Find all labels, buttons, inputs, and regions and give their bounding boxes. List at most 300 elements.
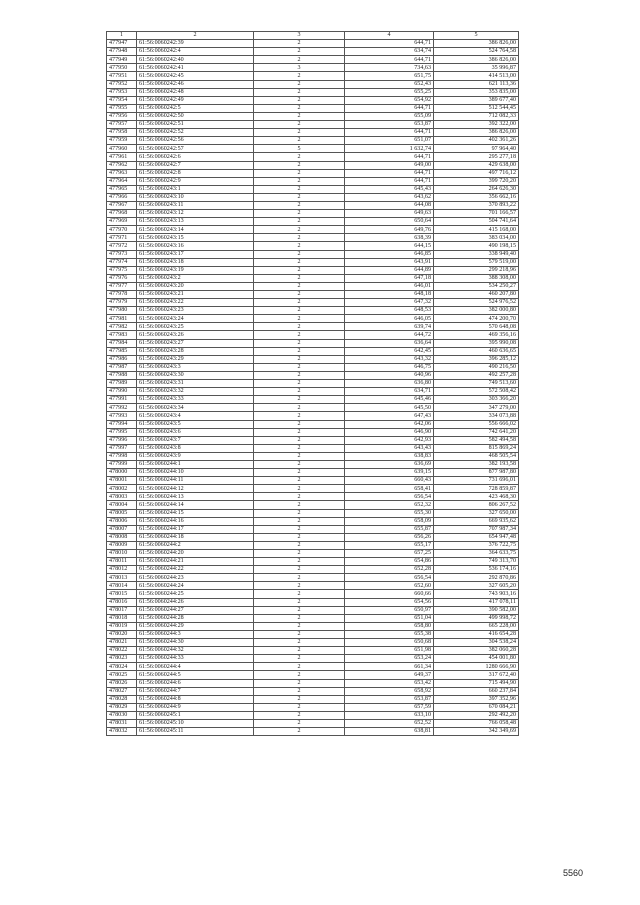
- cadastral-number-cell: 61:56:0060244:32: [137, 647, 254, 655]
- value-4-cell: 654,86: [345, 558, 434, 566]
- row-id-cell: 477972: [107, 242, 137, 250]
- value-4-cell: 636,69: [345, 460, 434, 468]
- value-5-cell: 1280 666,90: [434, 663, 519, 671]
- value-5-cell: 669 935,62: [434, 517, 519, 525]
- cadastral-number-cell: 61:56:0060242:40: [137, 56, 254, 64]
- row-id-cell: 477988: [107, 371, 137, 379]
- cadastral-number-cell: 61:56:0060244:27: [137, 606, 254, 614]
- value-5-cell: 303 366,20: [434, 396, 519, 404]
- cadastral-number-cell: 61:56:0060243:13: [137, 218, 254, 226]
- table-row: [107, 258, 519, 266]
- cadastral-number-cell: 61:56:0060244:2: [137, 541, 254, 549]
- row-id-cell: 477968: [107, 210, 137, 218]
- value-5-cell: 707 987,34: [434, 525, 519, 533]
- row-id-cell: 477974: [107, 258, 137, 266]
- value-4-cell: 658,92: [345, 687, 434, 695]
- row-id-cell: 477970: [107, 226, 137, 234]
- value-4-cell: 649,00: [345, 161, 434, 169]
- table-row: [107, 566, 519, 574]
- row-id-cell: 477971: [107, 234, 137, 242]
- cadastral-number-cell: 61:56:0060245:10: [137, 719, 254, 727]
- value-5-cell: 749 313,70: [434, 558, 519, 566]
- cadastral-number-cell: 61:56:0060244:10: [137, 469, 254, 477]
- value-5-cell: 490 198,15: [434, 242, 519, 250]
- value-4-cell: 636,64: [345, 339, 434, 347]
- table-row: [107, 550, 519, 558]
- table-row: [107, 598, 519, 606]
- cadastral-number-cell: 61:56:0060243:24: [137, 315, 254, 323]
- count-cell: 2: [254, 630, 345, 638]
- value-5-cell: 579 519,00: [434, 258, 519, 266]
- cadastral-number-cell: 61:56:0060242:46: [137, 80, 254, 88]
- value-4-cell: 644,71: [345, 177, 434, 185]
- table-row: [107, 380, 519, 388]
- table-row: [107, 104, 519, 112]
- value-4-cell: 655,17: [345, 541, 434, 549]
- value-4-cell: 657,59: [345, 703, 434, 711]
- row-id-cell: 478000: [107, 469, 137, 477]
- cadastral-number-cell: 61:56:0060244:23: [137, 574, 254, 582]
- cadastral-number-cell: 61:56:0060244:29: [137, 622, 254, 630]
- value-4-cell: 649,76: [345, 226, 434, 234]
- row-id-cell: 477997: [107, 444, 137, 452]
- table-row: [107, 307, 519, 315]
- value-4-cell: 644,15: [345, 242, 434, 250]
- value-5-cell: 490 216,50: [434, 363, 519, 371]
- table-row: [107, 145, 519, 153]
- value-4-cell: 638,83: [345, 452, 434, 460]
- table-row: [107, 485, 519, 493]
- value-4-cell: 650,64: [345, 218, 434, 226]
- count-cell: 2: [254, 177, 345, 185]
- value-5-cell: 382 000,80: [434, 307, 519, 315]
- value-4-cell: 643,91: [345, 258, 434, 266]
- cadastral-number-cell: 61:56:0060245:1: [137, 711, 254, 719]
- table-row: [107, 218, 519, 226]
- count-cell: 2: [254, 388, 345, 396]
- row-id-cell: 477954: [107, 96, 137, 104]
- cadastral-number-cell: 61:56:0060243:27: [137, 339, 254, 347]
- value-5-cell: 654 947,48: [434, 533, 519, 541]
- count-cell: 5: [254, 145, 345, 153]
- value-4-cell: 652,43: [345, 80, 434, 88]
- row-id-cell: 477987: [107, 363, 137, 371]
- row-id-cell: 477958: [107, 129, 137, 137]
- cadastral-number-cell: 61:56:0060244:28: [137, 614, 254, 622]
- value-4-cell: 658,09: [345, 517, 434, 525]
- table-row: [107, 226, 519, 234]
- value-5-cell: 417 078,11: [434, 598, 519, 606]
- count-cell: 2: [254, 671, 345, 679]
- cadastral-number-cell: 61:56:0060244:18: [137, 533, 254, 541]
- row-id-cell: 477963: [107, 169, 137, 177]
- table-row: [107, 72, 519, 80]
- value-5-cell: 670 084,21: [434, 703, 519, 711]
- count-cell: 2: [254, 218, 345, 226]
- row-id-cell: 477990: [107, 388, 137, 396]
- value-5-cell: 731 696,01: [434, 477, 519, 485]
- table-row: [107, 412, 519, 420]
- row-id-cell: 478015: [107, 590, 137, 598]
- value-4-cell: 651,98: [345, 647, 434, 655]
- table-row: [107, 501, 519, 509]
- value-4-cell: 655,09: [345, 112, 434, 120]
- column-header-2: 2: [137, 32, 254, 40]
- value-4-cell: 647,18: [345, 274, 434, 282]
- cadastral-number-cell: 61:56:0060243:22: [137, 299, 254, 307]
- value-5-cell: 492 257,28: [434, 371, 519, 379]
- value-4-cell: 644,71: [345, 104, 434, 112]
- table-row: [107, 299, 519, 307]
- count-cell: 2: [254, 566, 345, 574]
- cadastral-number-cell: 61:56:0060242:41: [137, 64, 254, 72]
- count-cell: 2: [254, 242, 345, 250]
- count-cell: 2: [254, 663, 345, 671]
- count-cell: 2: [254, 323, 345, 331]
- count-cell: 2: [254, 703, 345, 711]
- count-cell: 2: [254, 347, 345, 355]
- cadastral-number-cell: 61:56:0060243:32: [137, 388, 254, 396]
- table-row: [107, 80, 519, 88]
- table-row: [107, 541, 519, 549]
- value-5-cell: 524 976,52: [434, 299, 519, 307]
- row-id-cell: 477973: [107, 250, 137, 258]
- count-cell: 2: [254, 533, 345, 541]
- value-5-cell: 660 237,84: [434, 687, 519, 695]
- count-cell: 2: [254, 112, 345, 120]
- count-cell: 2: [254, 525, 345, 533]
- table-row: [107, 719, 519, 727]
- value-4-cell: 644,08: [345, 201, 434, 209]
- row-id-cell: 477957: [107, 121, 137, 129]
- row-id-cell: 478027: [107, 687, 137, 695]
- value-5-cell: 504 741,64: [434, 218, 519, 226]
- count-cell: 2: [254, 137, 345, 145]
- value-4-cell: 661,34: [345, 663, 434, 671]
- value-4-cell: 656,26: [345, 533, 434, 541]
- header-row: [107, 32, 519, 40]
- value-4-cell: 653,87: [345, 121, 434, 129]
- value-4-cell: 642,06: [345, 420, 434, 428]
- cadastral-number-cell: 61:56:0060243:25: [137, 323, 254, 331]
- value-5-cell: 304 538,24: [434, 639, 519, 647]
- cadastral-number-cell: 61:56:0060244:6: [137, 679, 254, 687]
- row-id-cell: 477967: [107, 201, 137, 209]
- value-5-cell: 414 513,00: [434, 72, 519, 80]
- table-row: [107, 169, 519, 177]
- value-5-cell: 342 349,69: [434, 728, 519, 736]
- row-id-cell: 478030: [107, 711, 137, 719]
- value-4-cell: 656,54: [345, 574, 434, 582]
- value-4-cell: 657,25: [345, 550, 434, 558]
- count-cell: 2: [254, 96, 345, 104]
- value-4-cell: 644,72: [345, 331, 434, 339]
- count-cell: 2: [254, 226, 345, 234]
- value-4-cell: 648,53: [345, 307, 434, 315]
- value-4-cell: 654,56: [345, 598, 434, 606]
- count-cell: 2: [254, 355, 345, 363]
- value-4-cell: 644,71: [345, 40, 434, 48]
- value-4-cell: 646,85: [345, 250, 434, 258]
- count-cell: 2: [254, 88, 345, 96]
- count-cell: 2: [254, 598, 345, 606]
- table-row: [107, 452, 519, 460]
- cadastral-number-cell: 61:56:0060243:33: [137, 396, 254, 404]
- value-4-cell: 638,81: [345, 728, 434, 736]
- table-row: [107, 436, 519, 444]
- row-id-cell: 478008: [107, 533, 137, 541]
- cadastral-number-cell: 61:56:0060244:25: [137, 590, 254, 598]
- count-cell: 2: [254, 452, 345, 460]
- cadastral-number-cell: 61:56:0060244:17: [137, 525, 254, 533]
- cadastral-number-cell: 61:56:0060244:14: [137, 501, 254, 509]
- count-cell: 2: [254, 444, 345, 452]
- table-row: [107, 88, 519, 96]
- cadastral-number-cell: 61:56:0060243:2: [137, 274, 254, 282]
- row-id-cell: 478022: [107, 647, 137, 655]
- value-5-cell: 390 582,00: [434, 606, 519, 614]
- cadastral-number-cell: 61:56:0060243:26: [137, 331, 254, 339]
- count-cell: 2: [254, 655, 345, 663]
- value-4-cell: 649,63: [345, 210, 434, 218]
- table-row: [107, 711, 519, 719]
- value-5-cell: 396 285,12: [434, 355, 519, 363]
- row-id-cell: 477948: [107, 48, 137, 56]
- cadastral-number-cell: 61:56:0060242:6: [137, 153, 254, 161]
- count-cell: 2: [254, 234, 345, 242]
- row-id-cell: 477964: [107, 177, 137, 185]
- table-row: [107, 40, 519, 48]
- row-id-cell: 477979: [107, 299, 137, 307]
- table-row: [107, 525, 519, 533]
- cadastral-number-cell: 61:56:0060243:10: [137, 193, 254, 201]
- table-row: [107, 153, 519, 161]
- value-4-cell: 643,43: [345, 444, 434, 452]
- value-5-cell: 35 996,87: [434, 64, 519, 72]
- cadastral-number-cell: 61:56:0060243:21: [137, 291, 254, 299]
- cadastral-number-cell: 61:56:0060244:9: [137, 703, 254, 711]
- table-row: [107, 728, 519, 736]
- count-cell: 2: [254, 687, 345, 695]
- value-5-cell: 497 716,12: [434, 169, 519, 177]
- table-row: [107, 663, 519, 671]
- value-5-cell: 386 826,00: [434, 56, 519, 64]
- cadastral-number-cell: 61:56:0060243:17: [137, 250, 254, 258]
- value-4-cell: 734,63: [345, 64, 434, 72]
- value-4-cell: 655,87: [345, 525, 434, 533]
- row-id-cell: 477953: [107, 88, 137, 96]
- row-id-cell: 478003: [107, 493, 137, 501]
- cadastral-number-cell: 61:56:0060244:26: [137, 598, 254, 606]
- value-4-cell: 652,28: [345, 566, 434, 574]
- count-cell: 2: [254, 606, 345, 614]
- value-5-cell: 370 893,22: [434, 201, 519, 209]
- count-cell: 2: [254, 493, 345, 501]
- row-id-cell: 477956: [107, 112, 137, 120]
- table-body: [107, 40, 519, 736]
- count-cell: 2: [254, 574, 345, 582]
- row-id-cell: 477989: [107, 380, 137, 388]
- value-4-cell: 651,07: [345, 137, 434, 145]
- value-4-cell: 650,68: [345, 639, 434, 647]
- value-5-cell: 499 998,72: [434, 614, 519, 622]
- count-cell: 2: [254, 315, 345, 323]
- cadastral-number-cell: 61:56:0060243:9: [137, 452, 254, 460]
- table-row: [107, 121, 519, 129]
- count-cell: 2: [254, 396, 345, 404]
- value-5-cell: 715 494,90: [434, 679, 519, 687]
- count-cell: 2: [254, 72, 345, 80]
- value-4-cell: 654,92: [345, 96, 434, 104]
- table-row: [107, 371, 519, 379]
- value-5-cell: 423 468,30: [434, 493, 519, 501]
- cadastral-number-cell: 61:56:0060242:48: [137, 88, 254, 96]
- cadastral-number-cell: 61:56:0060242:52: [137, 129, 254, 137]
- count-cell: 2: [254, 80, 345, 88]
- cadastral-number-cell: 61:56:0060243:18: [137, 258, 254, 266]
- value-4-cell: 646,75: [345, 363, 434, 371]
- cadastral-number-cell: 61:56:0060244:30: [137, 639, 254, 647]
- value-5-cell: 402 361,26: [434, 137, 519, 145]
- row-id-cell: 478021: [107, 639, 137, 647]
- cadastral-number-cell: 61:56:0060244:24: [137, 582, 254, 590]
- table-row: [107, 112, 519, 120]
- cadastral-number-cell: 61:56:0060243:8: [137, 444, 254, 452]
- table-row: [107, 347, 519, 355]
- row-id-cell: 477981: [107, 315, 137, 323]
- cadastral-number-cell: 61:56:0060243:11: [137, 201, 254, 209]
- table-row: [107, 96, 519, 104]
- cadastral-number-cell: 61:56:0060244:33: [137, 655, 254, 663]
- table-row: [107, 622, 519, 630]
- table-row: [107, 161, 519, 169]
- value-4-cell: 645,43: [345, 185, 434, 193]
- cadastral-number-cell: 61:56:0060242:51: [137, 121, 254, 129]
- table-row: [107, 363, 519, 371]
- value-4-cell: 658,80: [345, 622, 434, 630]
- row-id-cell: 478016: [107, 598, 137, 606]
- count-cell: 2: [254, 104, 345, 112]
- table-row: [107, 274, 519, 282]
- cadastral-number-cell: 61:56:0060242:8: [137, 169, 254, 177]
- column-header-3: 3: [254, 32, 345, 40]
- cadastral-number-cell: 61:56:0060244:1: [137, 460, 254, 468]
- table-row: [107, 582, 519, 590]
- value-5-cell: 416 654,28: [434, 630, 519, 638]
- value-5-cell: 742 641,20: [434, 428, 519, 436]
- cadastral-number-cell: 61:56:0060243:20: [137, 282, 254, 290]
- value-4-cell: 634,74: [345, 48, 434, 56]
- row-id-cell: 478026: [107, 679, 137, 687]
- row-id-cell: 478032: [107, 728, 137, 736]
- count-cell: 2: [254, 460, 345, 468]
- count-cell: 2: [254, 266, 345, 274]
- table-row: [107, 574, 519, 582]
- value-5-cell: 292 870,86: [434, 574, 519, 582]
- cadastral-number-cell: 61:56:0060244:8: [137, 695, 254, 703]
- value-5-cell: 353 835,00: [434, 88, 519, 96]
- count-cell: 2: [254, 428, 345, 436]
- row-id-cell: 477993: [107, 412, 137, 420]
- cadastral-number-cell: 61:56:0060244:11: [137, 477, 254, 485]
- value-4-cell: 634,71: [345, 388, 434, 396]
- value-5-cell: 512 544,45: [434, 104, 519, 112]
- value-4-cell: 655,25: [345, 88, 434, 96]
- value-5-cell: 327 650,00: [434, 509, 519, 517]
- count-cell: 2: [254, 169, 345, 177]
- value-4-cell: 655,38: [345, 630, 434, 638]
- value-5-cell: 536 174,16: [434, 566, 519, 574]
- table-row: [107, 323, 519, 331]
- cadastral-number-cell: 61:56:0060242:9: [137, 177, 254, 185]
- value-5-cell: 317 672,40: [434, 671, 519, 679]
- value-4-cell: 642,45: [345, 347, 434, 355]
- count-cell: 3: [254, 64, 345, 72]
- value-5-cell: 665 228,00: [434, 622, 519, 630]
- table-row: [107, 639, 519, 647]
- row-id-cell: 477975: [107, 266, 137, 274]
- row-id-cell: 477982: [107, 323, 137, 331]
- cadastral-number-cell: 61:56:0060243:31: [137, 380, 254, 388]
- value-5-cell: 338 949,40: [434, 250, 519, 258]
- row-id-cell: 478009: [107, 541, 137, 549]
- row-id-cell: 478031: [107, 719, 137, 727]
- table-row: [107, 234, 519, 242]
- cadastral-number-cell: 61:56:0060243:12: [137, 210, 254, 218]
- row-id-cell: 477994: [107, 420, 137, 428]
- value-4-cell: 660,43: [345, 477, 434, 485]
- cadastral-number-cell: 61:56:0060244:5: [137, 671, 254, 679]
- cadastral-number-cell: 61:56:0060242:49: [137, 96, 254, 104]
- cadastral-number-cell: 61:56:0060244:21: [137, 558, 254, 566]
- row-id-cell: 478012: [107, 566, 137, 574]
- row-id-cell: 478014: [107, 582, 137, 590]
- value-5-cell: 386 826,00: [434, 129, 519, 137]
- table-row: [107, 137, 519, 145]
- value-4-cell: 652,52: [345, 719, 434, 727]
- table-row: [107, 404, 519, 412]
- row-id-cell: 478005: [107, 509, 137, 517]
- table-row: [107, 355, 519, 363]
- count-cell: 2: [254, 639, 345, 647]
- table-row: [107, 671, 519, 679]
- row-id-cell: 478002: [107, 485, 137, 493]
- value-5-cell: 749 513,60: [434, 380, 519, 388]
- column-header-1: 1: [107, 32, 137, 40]
- value-4-cell: 633,10: [345, 711, 434, 719]
- count-cell: 2: [254, 40, 345, 48]
- count-cell: 2: [254, 371, 345, 379]
- value-5-cell: 534 250,27: [434, 282, 519, 290]
- cadastral-number-cell: 61:56:0060242:57: [137, 145, 254, 153]
- table-row: [107, 185, 519, 193]
- value-4-cell: 653,87: [345, 695, 434, 703]
- table-row: [107, 606, 519, 614]
- value-5-cell: 712 082,33: [434, 112, 519, 120]
- value-5-cell: 474 200,70: [434, 315, 519, 323]
- row-id-cell: 478023: [107, 655, 137, 663]
- value-5-cell: 382 060,28: [434, 647, 519, 655]
- row-id-cell: 478028: [107, 695, 137, 703]
- row-id-cell: 478010: [107, 550, 137, 558]
- row-id-cell: 477976: [107, 274, 137, 282]
- value-4-cell: 643,62: [345, 193, 434, 201]
- count-cell: 2: [254, 291, 345, 299]
- value-4-cell: 647,43: [345, 412, 434, 420]
- count-cell: 2: [254, 161, 345, 169]
- row-id-cell: 477978: [107, 291, 137, 299]
- value-4-cell: 653,42: [345, 679, 434, 687]
